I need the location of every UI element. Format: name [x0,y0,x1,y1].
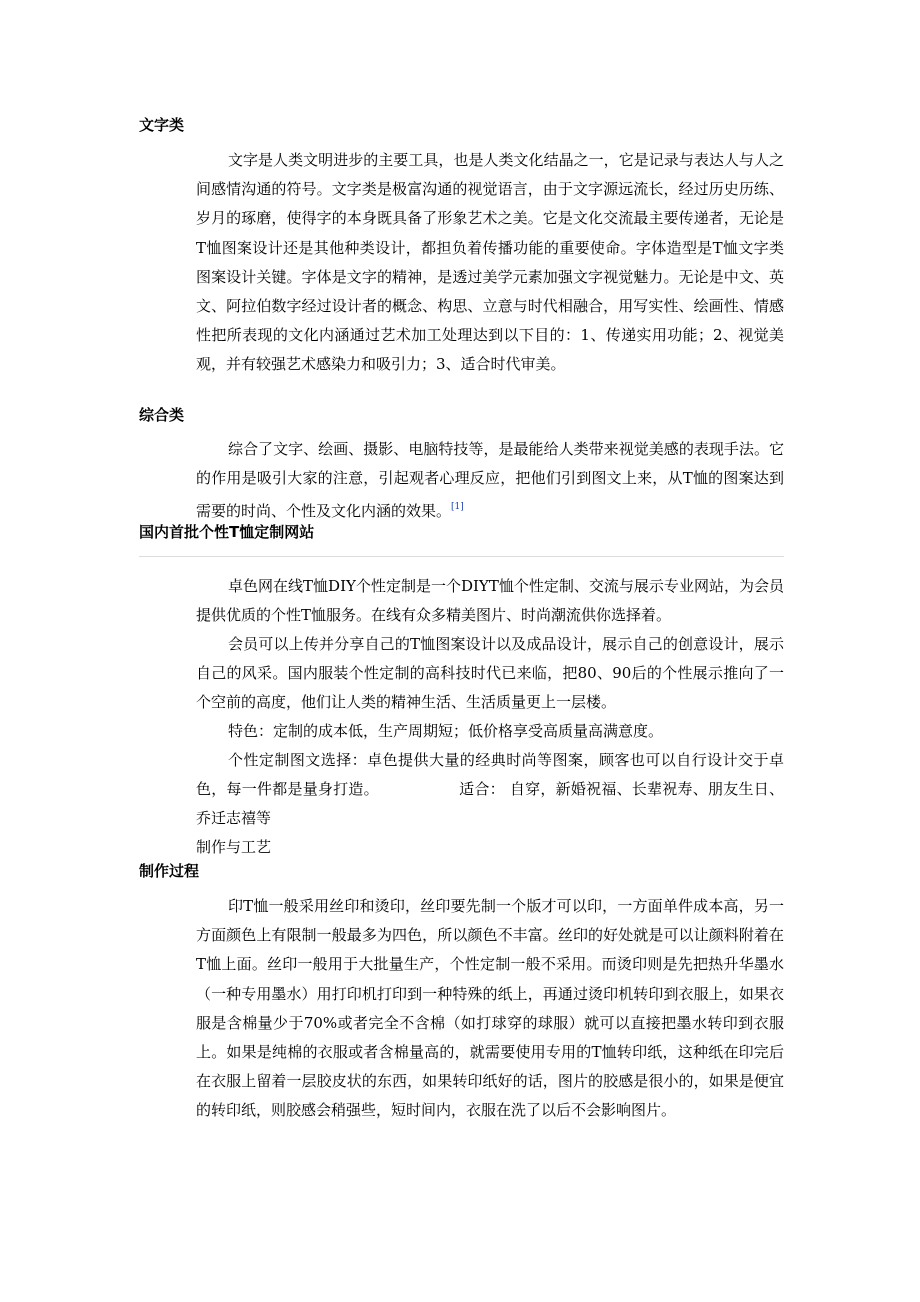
paragraph-process: 印T恤一般采用丝印和烫印，丝印要先制一个版才可以印，一方面单件成本高，另一方面颜色上有限制一般最多为四色，所以颜色不丰富。丝印的好处就是可以让颜料附着在T恤上面。丝印一般用于大批量生产，个性定制一般不采用。而烫印则是先把热升华墨水（一种专用墨水）用打印机打印到一种特殊的纸上，再通过烫印机转印到衣服上，如果衣服是含棉量少于70%或者完全不含棉（如打球穿的球服）就可以直接把墨水转印到衣服上。如果是纯棉的衣服或者含棉量高的，就需要使用专用的T恤转印纸，这种纸在印完后在衣服上留着一层胶皮状的东西，如果转印纸好的话，图片的胶感是很小的，如果是便宜的转印纸，则胶感会稍强些，短时间内，衣服在洗了以后不会影响图片。 [196,897,784,1120]
paragraph-site-4 [196,746,784,834]
citation-link[interactable]: [1] [451,502,464,513]
heading-wenzi: 文字类 [139,116,185,134]
paragraph-zonghe [196,435,784,527]
paragraph-site-1: 卓色网在线T恤DIY个性定制是一个DIYT恤个性定制、交流与展示专业网站，为会员提供优质的个性T恤服务。在线有众多精美图片、时尚潮流供你选择着。 [196,577,784,625]
paragraph-site-5: 制作与工艺 [196,838,272,856]
heading-process: 制作过程 [139,862,200,880]
heading-site: 国内首批个性T恤定制网站 [139,523,315,541]
paragraph-site-2: 会员可以上传并分享自己的T恤图案设计以及成品设计，展示自己的创意设计，展示自己的风采。国内服装个性定制的高科技时代已来临，把80、90后的个性展示推向了一个空前的高度，他们让人类的精神生活、生活质量更上一层楼。 [196,635,784,712]
paragraph-site-4-text: 个性定制图文选择：卓色提供大量的经典时尚等图案，顾客也可以自行设计交于卓色，每一件都是量身打造。 [196,751,784,799]
section-divider [139,556,784,557]
paragraph-wenzi: 文字是人类文明进步的主要工具，也是人类文化结晶之一，它是记录与表达人与人之间感情沟通的符号。文字类是极富沟通的视觉语言，由于文字源远流长，经过历史历练、岁月的琢磨，使得字的本身既具备了形象艺术之美。它是文化交流最主要传递者，无论是T恤图案设计还是其他种类设计，都担负着传播功能的重要使命。字体造型是T恤文字类图案设计关键。字体是文字的精神，是透过美学元素加强文字视觉魅力。无论是中文、英文、阿拉伯数字经过设计者的概念、构思、立意与时代相融合，用写实性、绘画性、情感性把所表现的文化内涵通过艺术加工处理达到以下目的：1、传递实用功能；2、视觉美观，并有较强艺术感染力和吸引力；3、适合时代审美。 [196,151,784,374]
paragraph-site-3: 特色：定制的成本低，生产周期短；低价格享受高质量高满意度。 [228,722,664,740]
paragraph-zonghe-text: 综合了文字、绘画、摄影、电脑特技等，是最能给人类带来视觉美感的表现手法。它的作用是吸引大家的注意，引起观者心理反应，把他们引到图文上来，从T恤的图案达到需要的时尚、个性及文化内涵的效果。 [196,440,784,521]
heading-zonghe: 综合类 [139,406,185,424]
paragraph-site-4-suitable: 适合： 自穿，新婚祝福、长辈祝寿、朋友生日、乔迁志禧等 [196,780,784,828]
